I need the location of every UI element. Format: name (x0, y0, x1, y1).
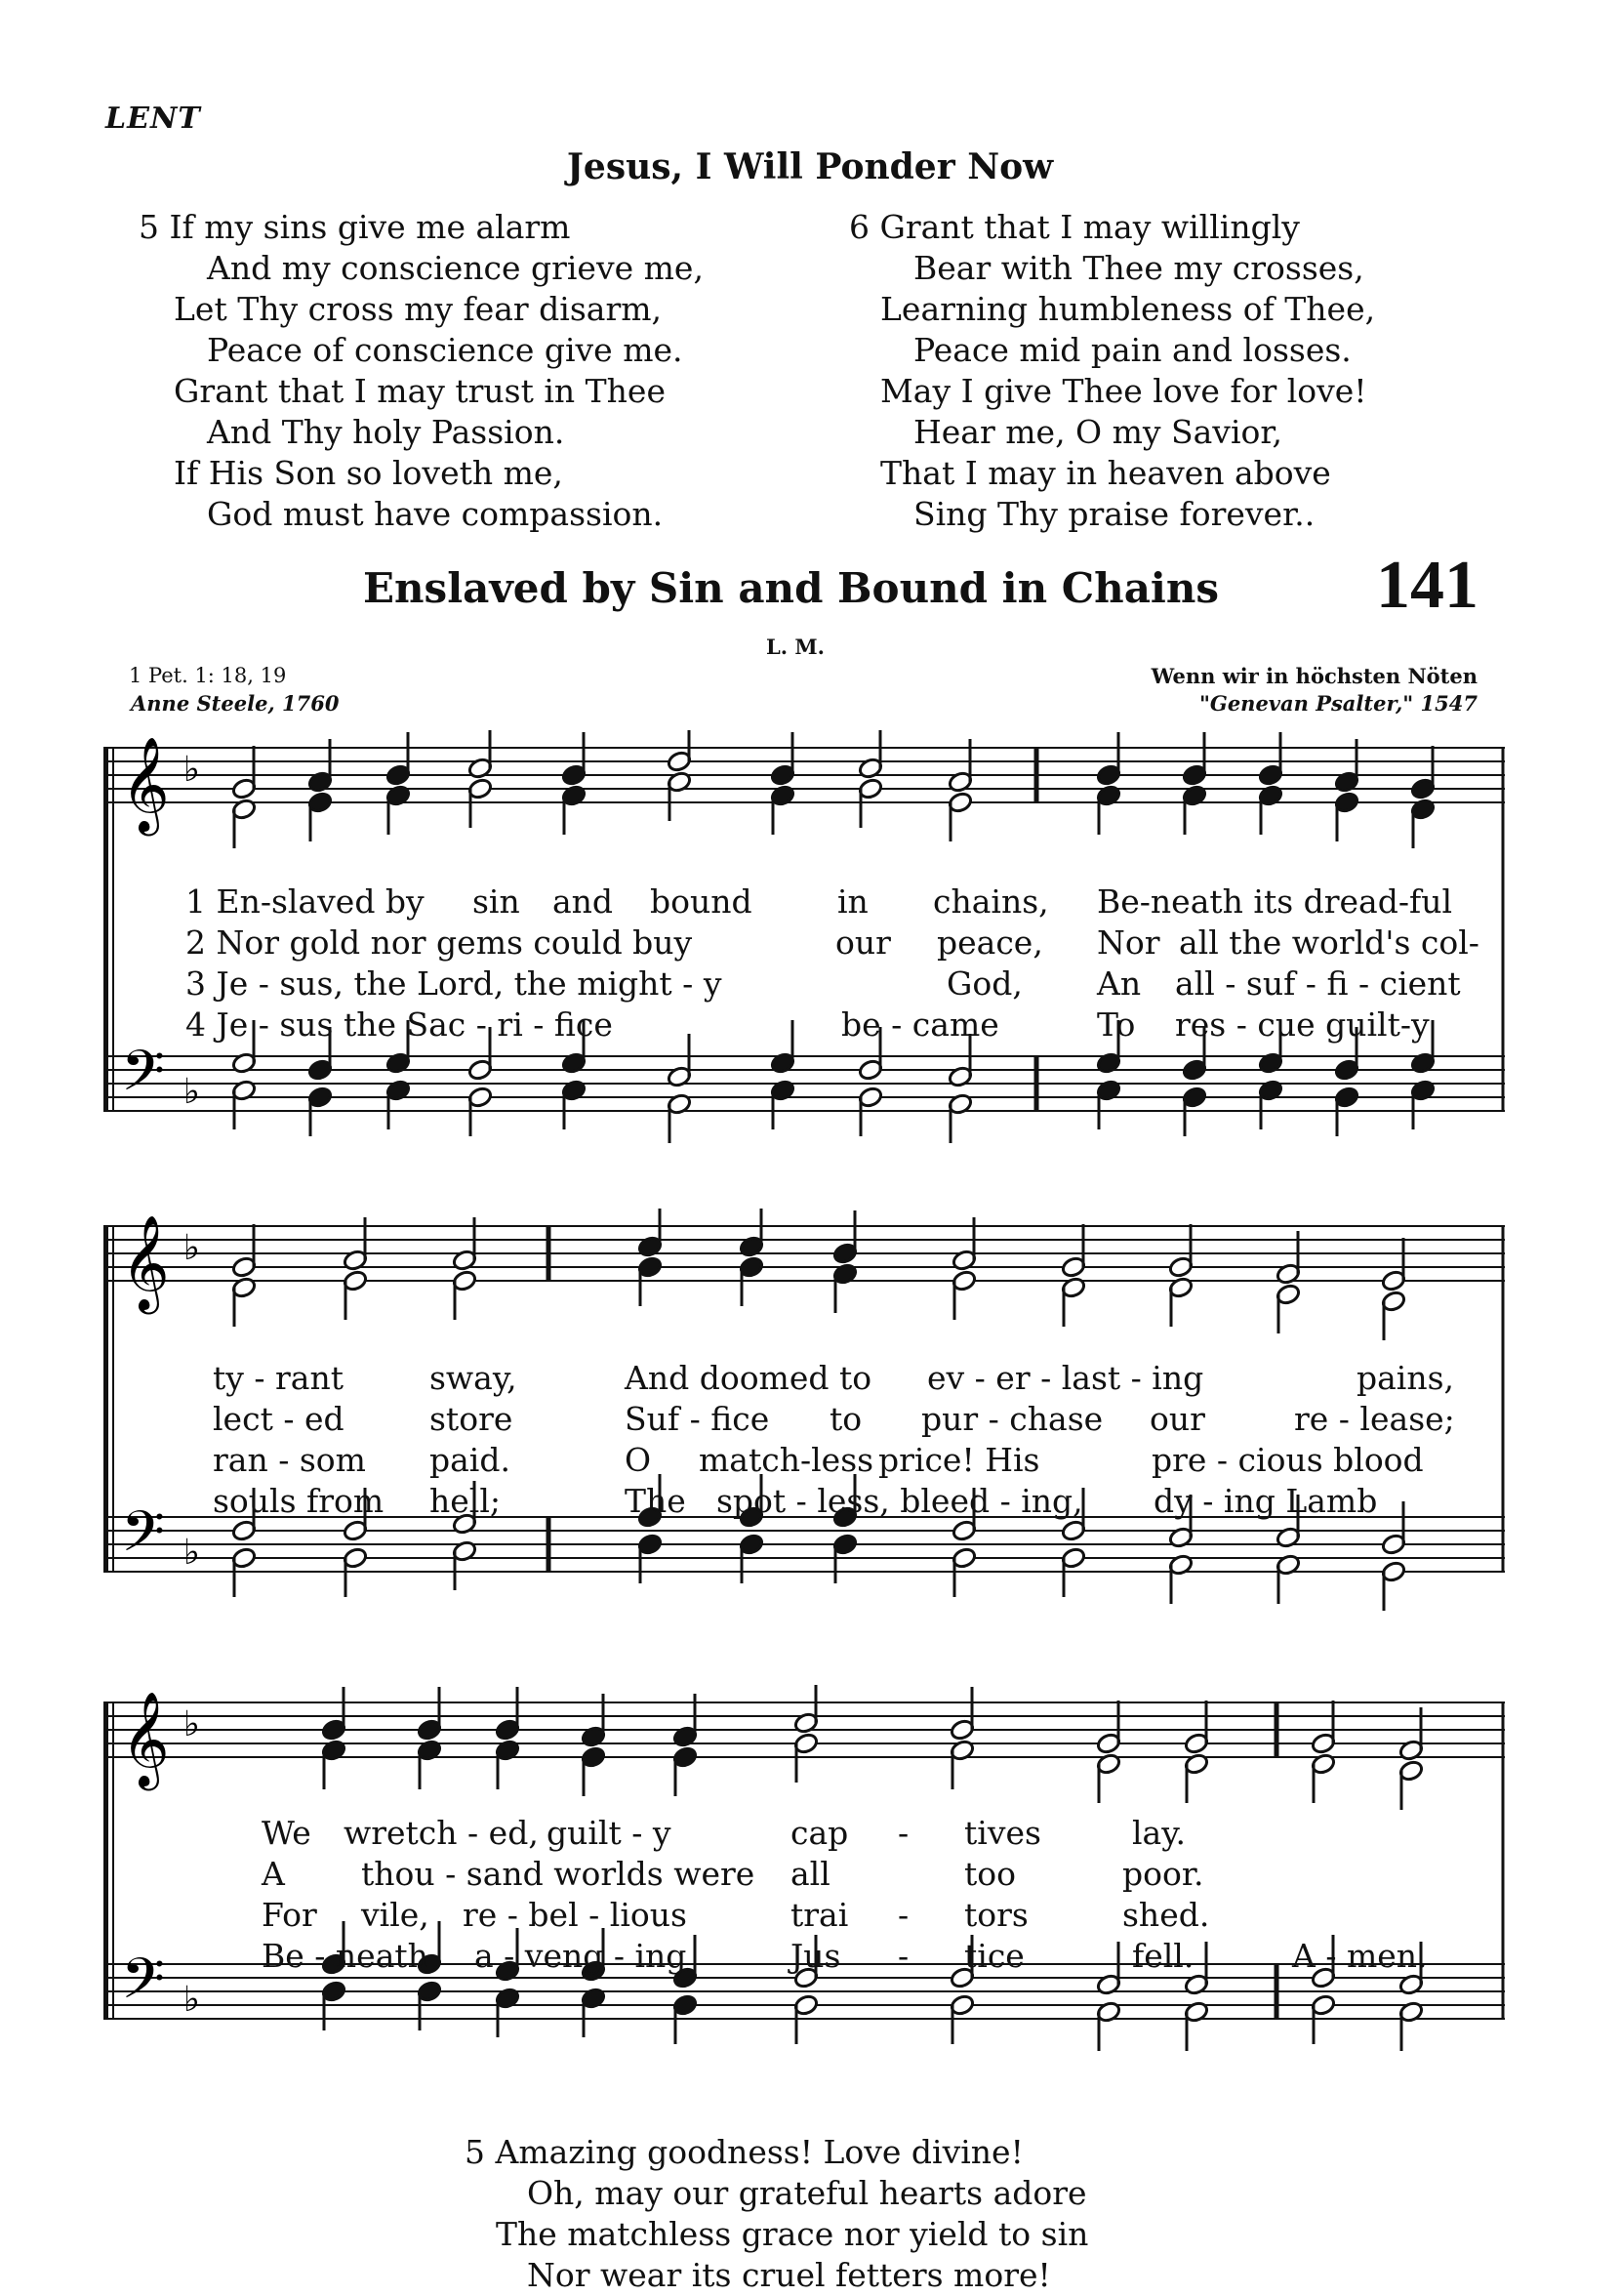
meter: L. M. (766, 635, 825, 659)
treble-clef: 𝄞 (121, 736, 170, 832)
flat-sign: ♭ (183, 750, 200, 790)
lyric: dy - ing Lamb (1154, 1482, 1378, 1520)
verse-line: Grant that I may trust in Thee (174, 372, 666, 410)
lyric: price! His (878, 1441, 1040, 1479)
lyric: - (898, 1937, 910, 1975)
lyric: 3 Je - sus, the Lord, the might - y (185, 964, 722, 1003)
lyric: be - came (841, 1005, 999, 1044)
hymn-number: 141 (1376, 548, 1478, 623)
flat-sign: ♭ (183, 1072, 200, 1112)
lyric: in (837, 882, 869, 921)
verse-line: Peace of conscience give me. (207, 331, 683, 369)
tune-source: "Genevan Psalter," 1547 (1198, 691, 1478, 716)
lyric: tice (964, 1937, 1025, 1975)
flat-sign: ♭ (183, 1533, 200, 1573)
lyric: our (835, 923, 891, 962)
verse-line: 5 If my sins give me alarm (139, 208, 571, 246)
lyric: To (1097, 1005, 1136, 1044)
flat-sign: ♭ (183, 1980, 200, 2020)
previous-verse-5 (139, 207, 704, 535)
lyric: ev - er - last - ing (927, 1359, 1204, 1397)
section-label: LENT (105, 102, 201, 136)
verse-line: The matchless grace nor yield to sin (496, 2215, 1089, 2253)
lyric: For (262, 1896, 317, 1934)
lyric: all - suf - fi - cient (1175, 964, 1461, 1003)
verse-line: If His Son so loveth me, (174, 454, 563, 492)
lyric: and (552, 882, 614, 921)
lyric: match-less (699, 1441, 874, 1479)
lyric: A (262, 1855, 285, 1893)
verse-line: Hear me, O my Savior, (913, 413, 1283, 451)
lyric: a - veng - ing (474, 1937, 687, 1975)
lyric: guilt - y (547, 1814, 671, 1852)
lyric: And doomed to (625, 1359, 872, 1397)
lyric: store (429, 1400, 513, 1438)
lyric: too (964, 1855, 1016, 1893)
verse-line: May I give Thee love for love! (880, 372, 1367, 410)
lyric: poor. (1122, 1855, 1204, 1893)
verse-line: Learning humbleness of Thee, (880, 290, 1376, 328)
verse-line: That I may in heaven above (880, 454, 1331, 492)
verse-line: Let Thy cross my fear disarm, (174, 290, 663, 328)
lyric: A - men. (1292, 1937, 1428, 1975)
lyric: sway, (429, 1359, 517, 1397)
lyric: - (898, 1896, 910, 1934)
lyric: fell. (1132, 1937, 1195, 1975)
lyric: Be - neath (262, 1937, 428, 1975)
flat-sign: ♭ (183, 1228, 200, 1268)
lyric: hell; (429, 1482, 502, 1520)
verse-line: Bear with Thee my crosses, (913, 249, 1364, 287)
lyric: thou - sand worlds were (361, 1855, 755, 1893)
lyric: - (898, 1814, 910, 1852)
bass-clef: 𝄢 (121, 1038, 166, 1118)
bass-clef: 𝄢 (121, 1498, 166, 1578)
lyric: Be-neath its dread-ful (1097, 882, 1453, 921)
verse-line: And Thy holy Passion. (207, 413, 565, 451)
lyric: re - bel - lious (463, 1896, 687, 1934)
lyric: vile, (361, 1896, 429, 1934)
lyric: shed. (1122, 1896, 1210, 1934)
scripture-reference: 1 Pet. 1: 18, 19 (129, 664, 287, 687)
lyric: peace, (937, 923, 1043, 962)
verse-5 (465, 2132, 1088, 2296)
treble-clef: 𝄞 (121, 1214, 170, 1310)
lyric: lect - ed (213, 1400, 344, 1438)
lyric: pur - chase (921, 1400, 1104, 1438)
lyric: spot - less, bleed - ing, (716, 1482, 1083, 1520)
previous-hymn-title: Jesus, I Will Ponder Now (566, 146, 1054, 187)
lyric: God, (947, 964, 1023, 1003)
verse-line: 6 Grant that I may willingly (849, 208, 1300, 246)
lyric: trai (790, 1896, 849, 1934)
verse-line: Peace mid pain and losses. (913, 331, 1352, 369)
lyric: We (262, 1814, 311, 1852)
bass-clef: 𝄢 (121, 1946, 166, 2026)
lyric: lay. (1132, 1814, 1186, 1852)
lyric: An (1097, 964, 1142, 1003)
lyric: 2 Nor gold nor gems could buy (185, 923, 693, 962)
lyric: paid. (429, 1441, 510, 1479)
text-author: Anne Steele, 1760 (131, 691, 340, 716)
lyric: wretch - ed, (344, 1814, 539, 1852)
treble-clef: 𝄞 (121, 1691, 170, 1786)
verse-line: And my conscience grieve me, (207, 249, 704, 287)
lyric: The (625, 1482, 686, 1520)
lyric: Suf - fice (625, 1400, 770, 1438)
lyric: res - cue guilt-y (1175, 1005, 1430, 1044)
lyric: O (625, 1441, 652, 1479)
lyric: to (830, 1400, 863, 1438)
lyric: 1 En-slaved by (185, 882, 425, 921)
verse-line: Nor wear its cruel fetters more! (527, 2256, 1051, 2294)
lyric: cap (790, 1814, 849, 1852)
lyric: Nor (1097, 923, 1160, 962)
verse-line: 5 Amazing goodness! Love divine! (465, 2133, 1024, 2171)
lyric: pre - cious blood (1152, 1441, 1424, 1479)
tune-name: Wenn wir in höchsten Nöten (1151, 664, 1478, 688)
lyric: all (790, 1855, 830, 1893)
lyric: bound (650, 882, 752, 921)
lyric: our (1150, 1400, 1205, 1438)
flat-sign: ♭ (183, 1704, 200, 1744)
lyric: ty - rant (213, 1359, 344, 1397)
lyric: pains, (1357, 1359, 1455, 1397)
lyric: souls from (213, 1482, 385, 1520)
lyric: chains, (933, 882, 1049, 921)
lyric: Jus (790, 1937, 841, 1975)
lyric: tives (964, 1814, 1041, 1852)
lyric: tors (964, 1896, 1029, 1934)
lyric: all the world's col- (1179, 923, 1479, 962)
verse-line: Oh, may our grateful hearts adore (527, 2174, 1087, 2212)
lyric: ran - som (213, 1441, 366, 1479)
lyric: sin (472, 882, 520, 921)
previous-verse-6 (849, 207, 1375, 535)
lyric: 4 Je - sus the Sac - ri - fice (185, 1005, 613, 1044)
verse-line: Sing Thy praise forever.. (913, 495, 1316, 533)
lyric: re - lease; (1294, 1400, 1455, 1438)
verse-line: God must have compassion. (207, 495, 664, 533)
hymn-title: Enslaved by Sin and Bound in Chains (363, 564, 1220, 612)
